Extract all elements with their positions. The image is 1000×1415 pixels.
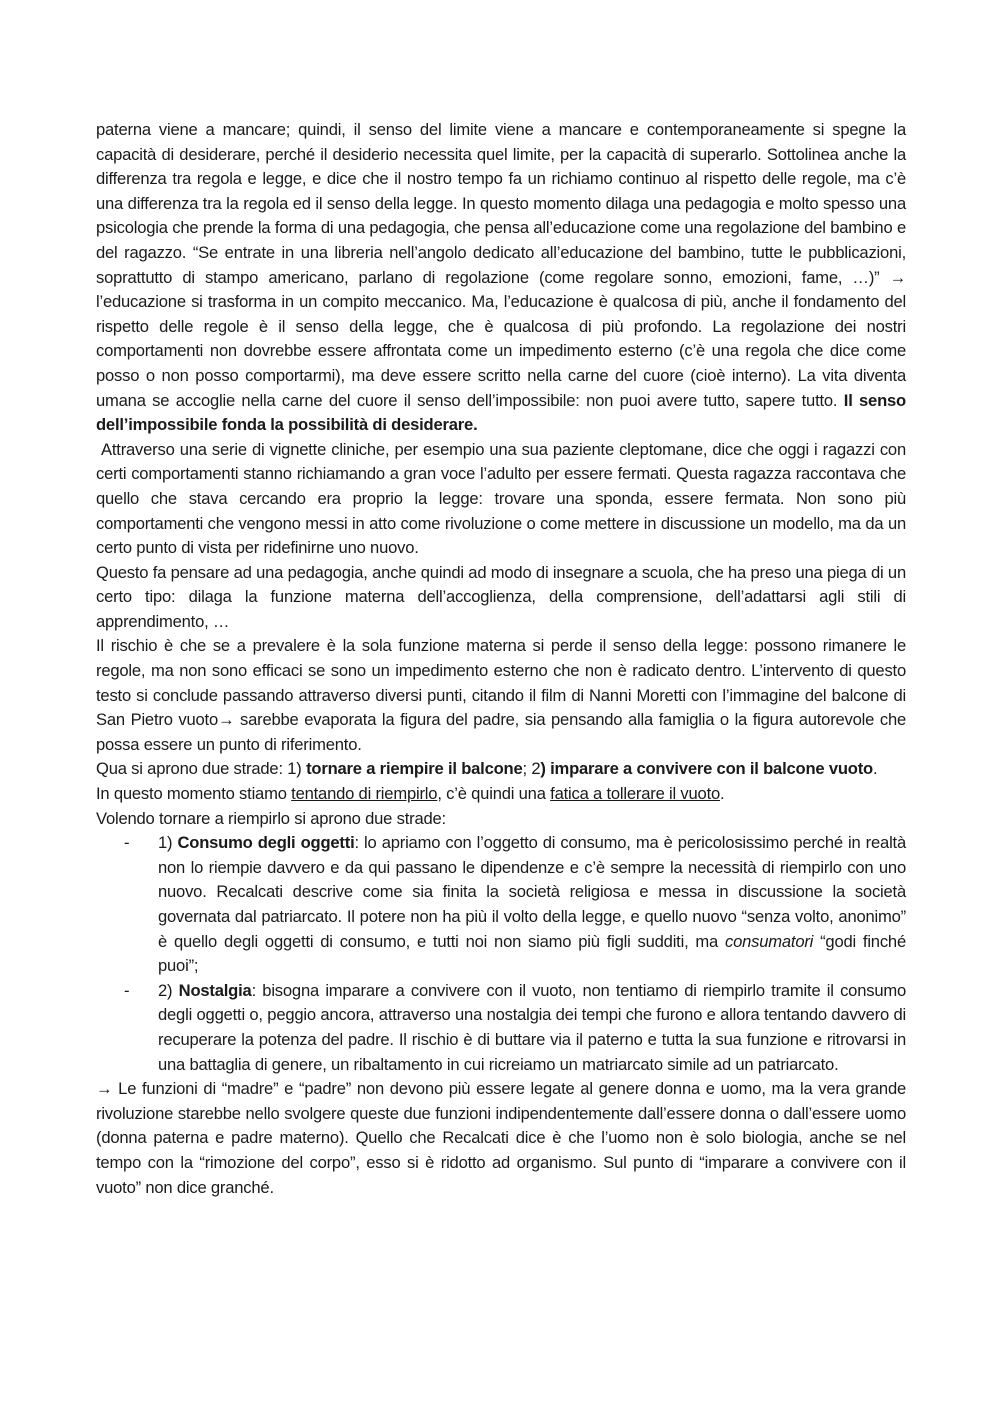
p6-text-a: In questo momento stiamo [96, 784, 292, 804]
list-dash: - [124, 833, 130, 853]
li1-number: 1) [158, 833, 178, 853]
list-item-nostalgia [96, 979, 906, 1077]
p6-underline-1: tentando di riempirlo [291, 784, 438, 804]
paragraph-2: Attraverso una serie di vignette cliniche, per esempio una sua paziente cleptomane, dice che oggi i ragazzi con certi comportamenti stanno richiamando a gran voce l’adulto per essere fermati. Questa ragazza raccontava che quello che stava cercando era proprio la legge: trovare una sponda, essere fermata. Non sono più comportamenti che vengono messi in atto come rivoluzione o come mettere in discussione un modello, ma da un certo punto di vista per ridefinirne uno nuovo. [96, 439, 906, 558]
paragraph-4: Il rischio è che se a prevalere è la sola funzione materna si perde il senso della legge: possono rimanere le regole, ma non sono efficaci se sono un impedimento esterno che non è radicato dentro. L’intervento di questo testo si conclude passando attraverso diversi punti, citando il film di Nanni Moretti con l’immagine del balcone di San Pietro vuoto→ sarebbe evaporata la figura del padre, sia pensando alla famiglia o la figura autorevole che possa essere un punto di riferimento. [96, 636, 906, 754]
list-item-consumo [96, 831, 906, 979]
paragraph-6 [96, 782, 906, 807]
p5-text-a: Qua si aprono due strade: 1) [96, 759, 307, 779]
p5-text-e: . [872, 759, 878, 779]
p6-underline-2: fatica a tollerare il vuoto [550, 784, 721, 804]
list-dash: - [124, 980, 130, 1000]
li1-text: : lo apriamo con l’oggetto di consumo, ma è pericolosissimo perché in realtà non lo riempie davvero e da qui passano le dipendenze e c’è sempre la necessità di riempirlo con uno nuovo. Recalcati descrive come sia finita la società religiosa e messa in discussione la società governata dal patriarcato. Il potere non ha più il volto della legge, e quello nuovo “senza volto, anonimo” è quello degli oggetti di consumo, e tutti noi non siamo più figli sudditi, ma [158, 833, 906, 951]
li1-bold: Consumo degli oggetti [177, 833, 355, 853]
li2-number: 2) [158, 980, 179, 1000]
li1-italic: consumatori [724, 931, 814, 951]
li2-text: : bisogna imparare a convivere con il vuoto, non tentiamo di riempirlo tramite il consumo degli oggetti o, peggio ancora, attraverso una nostalgia dei tempi che furono e allora tentando davvero di recuperare la potenza del padre. Il rischio è di buttare via il paterno e tutta la sua funzione e ritrovarsi in una battaglia di genere, un ribaltamento in cui ricreiamo un matriarcato simile ad un patriarcato. [158, 980, 906, 1074]
p6-text-c: , c’è quindi una [437, 784, 551, 804]
li2-bold: Nostalgia [178, 980, 252, 1000]
paragraph-8: → Le funzioni di “madre” e “padre” non devono più essere legate al genere donna e uomo, ma la vera grande rivoluzione starebbe nello svolgere queste due funzioni indipendentemente dall’essere donna o dall’essere uomo (donna paterna e padre materno). Quello che Recalcati dice è che l’uomo non è solo biologia, anche se nel tempo con la “rimozione del corpo”, esso si è ridotto ad organismo. Sul punto di “imparare a convivere con il vuoto” non dice granché. [96, 1079, 906, 1197]
paragraph-5 [96, 757, 906, 782]
document-body [96, 118, 906, 1200]
p5-bold-option-1: tornare a riempire il balcone [306, 759, 523, 779]
paragraph-1-text: paterna viene a mancare; quindi, il senso del limite viene a mancare e contemporaneamente si spegne la capacità di desiderare, perché il desiderio necessita quel limite, per la capacità di superarlo. Sottolinea anche la differenza tra regola e legge, e dice che il nostro tempo fa un richiamo continuo al rispetto delle regole, ma c’è una differenza tra la regola ed il senso della legge. In questo momento dilaga una pedagogia e molto spesso una psicologia che prende la forma di una pedagogia, che pensa all’educazione come una regolazione del bambino e del ragazzo. “Se entrate in una libreria nell’angolo dedicato all’educazione del bambino, tutte le pubblicazioni, soprattutto di stampo americano, parlano di regolazione (come regolare sonno, emozioni, fame, …)” → l’educazione si trasforma in un compito meccanico. Ma, l’educazione è qualcosa di più, anche il fondamento del rispetto delle regole è il senso della legge, che è qualcosa di più profondo. La regolazione dei nostri comportamenti non dovrebbe essere affrontata come un impedimento esterno (c’è una regola che dice come posso o non posso comportarmi), ma deve essere scritto nella carne del cuore (cioè interno). La vita diventa umana se accoglie nella carne del cuore il senso dell’impossibile: non puoi avere tutto, sapere tutto. [96, 120, 906, 410]
paragraph-3: Questo fa pensare ad una pedagogia, anche quindi ad modo di insegnare a scuola, che ha preso una piega di un certo tipo: dilaga la funzione materna dell’accoglienza, della comprensione, dell’adattarsi agli stili di apprendimento, … [96, 562, 906, 631]
paragraph-1-bold: Il senso dell’impossibile fonda la possibilità di desiderare. [96, 390, 906, 435]
dash-list [96, 831, 906, 1077]
p5-text-c: ; 2 [522, 759, 541, 779]
li1-text-end: “godi finché puoi”; [158, 931, 906, 976]
paragraph-7: Volendo tornare a riempirlo si aprono due strade: [96, 808, 446, 828]
p5-bold-option-2: ) imparare a convivere con il balcone vuoto [540, 759, 873, 779]
p6-text-e: . [720, 784, 725, 804]
paragraph-1 [96, 118, 906, 438]
